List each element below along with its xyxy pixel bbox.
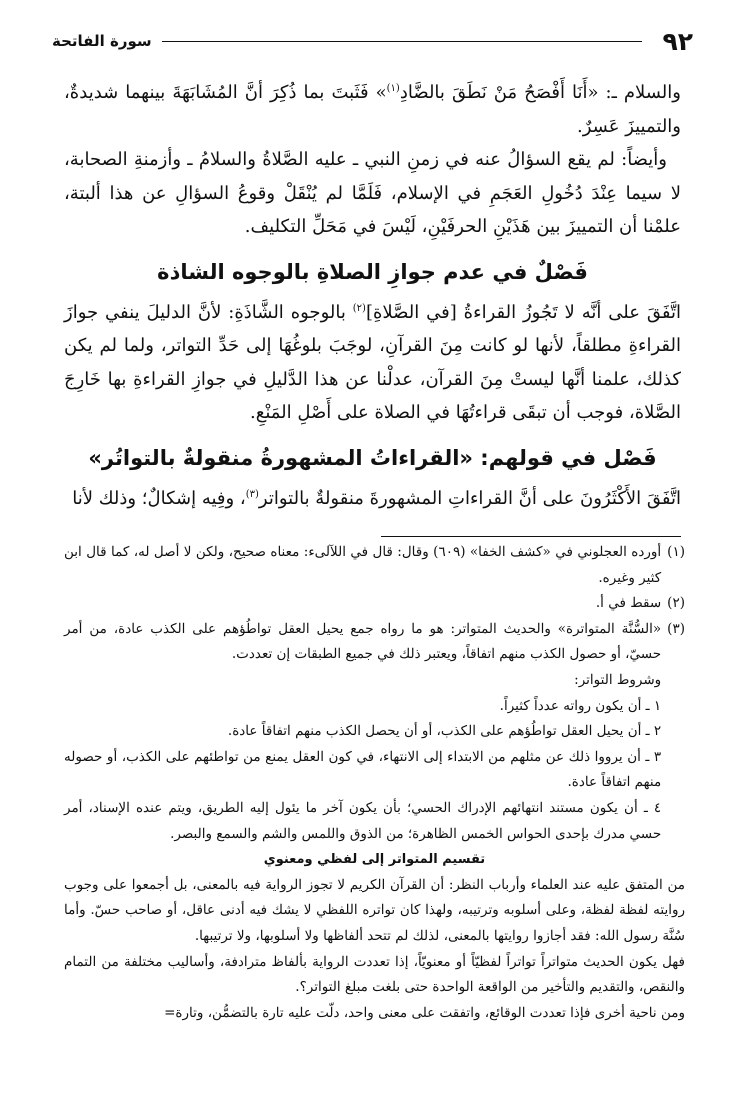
footnote-paragraph-2: فهل يكون الحديث متواتراً تواتراً لفظيّاً أو معنويّاً، إذا تعددت الرواية بألفاظ مترادفة، وأساليب مختلفة من التمام والنقص، والتقديم والتأخير من الواقعة الواحدة حتى بلغت مبلغ التواتر؟. [64, 953, 685, 996]
page-number: ٩٢ [662, 26, 693, 56]
footnotes [64, 540, 685, 1026]
footnote-separator [381, 536, 681, 537]
condition-4: ٤ ـ أن يكون مستند انتهائهم الإدراك الحسي؛ بأن يكون آخر ما يئول إليه الطريق، ويتم عنده الإسناد، أمر حسي مدرك بإحدى الحواس الخمس الظاهرة؛ من الذوق واللمس والشم والسمع والبصر. [64, 799, 662, 842]
condition-1: ١ ـ أن يكون رواته عدداً كثيراً. [499, 697, 662, 714]
footnote-definition: «السُّنَّة المتواترة» والحديث المتواتر: هو ما رواه جمع يحيل العقل تواطُؤهم على الكذب عادة، من أمر حسيّ، أو حصول الكذب منهم اتفاقاً، ويعتبر ذلك في جميع الطبقات إن تعددت. [64, 620, 662, 663]
paragraph-1: والسلام ـ: «أَنَا أَفْصَحُ مَنْ نَطَقَ بالضَّادِ$^{(١)}$» فَثَبتَ بما ذُكِرَ أنَّ المُشَابَهَةَ بينهما شديدةٌ، والتمييزَ عَسِرٌ. [64, 82, 681, 137]
condition-3: ٣ ـ أن يرووا ذلك عن مثلهم من الابتداء إلى الانتهاء، في كون العقل يمنع من تواطئهم على الكذب، أو حصوله منهم اتفاقاً عادة. [64, 748, 662, 791]
footnote-ref-2: (٢) [352, 302, 366, 314]
footnote-text: أورده العجلوني في «كشف الخفا» (٦٠٩) وقال: قال في اللآلىء: معناه صحيح، ولكن لا أصل له، كما قال ابن كثير وغيره. [64, 544, 662, 586]
footnote-ref-1: (١) [386, 83, 400, 94]
header-rule [162, 41, 643, 42]
section-heading-1: فَصْلٌ في عدم جوازِ الصلاةِ بالوجوه الشاذة [157, 259, 588, 284]
footnote-marker: (٢) [667, 595, 685, 612]
footnote-marker: (١) [667, 544, 685, 560]
footnote-paragraph-1: من المتفق عليه عند العلماء وأرباب النظر: أن القرآن الكريم لا تجوز الرواية فيه بالمعنى، بل أجمعوا على وجوب روايته لفظة لفظة، وعلى أسلوبه وترتيبه، ولهذا كان تواتره اللفظي لا يشك فيه أدنى عاقل، أو صاحب حسّ. وأما سُنَّة رسول الله: فقد أجازوا روايتها بالمعنى، لذلك لم تتحد ألفاظها ولا أسلوبها، ولا ترتيبها. [64, 876, 685, 944]
footnote-subheading: تقسيم المتواتر إلى لفظي ومعنوي [263, 852, 486, 868]
condition-2: ٢ ـ أن يحيل العقل تواطُؤهم على الكذب، أو أن يحصل الكذب منهم اتفاقاً عادة. [227, 723, 662, 740]
page-header [52, 24, 693, 58]
main-text [64, 76, 681, 515]
paragraph-4: اتَّفَقَ الأَكْثَرُونَ على أنَّ القراءاتِ المشهورةَ منقولةٌ بالتواتر$^{(٣)}$، وفِيه إشكالٌ؛ وذلك لأنا [72, 487, 681, 509]
footnote-text: سقط في أ. [595, 595, 662, 612]
footnote-1 [64, 540, 685, 591]
section-heading-2: فَصْل في قولهم: «القراءاتُ المشهورةُ منقولةٌ بالتواتُر» [88, 445, 657, 470]
paragraph-3: اتَّفَقَ على أنَّه لا تَجُوزُ القراءةُ [في الصَّلاةِ]$^{(٢)}$ بالوجوه الشَّاذَةِ: لأنَّ الدليلَ ينفي جوازَ القراءةِ مطلقاً، لأنها لو كانت مِنَ القرآنِ، لوجَبَ بلوغُهَا إلى حَدِّ التواتر، ولما لم يكن كذلك، علمنا أنَّها ليستْ مِنَ القرآن، عدلْنا عن هذا الدَّليلِ في جوازِ القراءةِ بها خَارِجَ الصَّلاة، فوجب أن تبقَى قراءتُهَا في الصلاة على أَصْلِ المَنْعِ. [64, 301, 681, 423]
paragraph-2: وأيضاً: لم يقع السؤالُ عنه في زمنِ النبي ـ عليه الصَّلاةُ والسلامُ ـ وأزمنةِ الصحابة، لا سيما عِنْدَ دُخُولِ العَجَمِ في الإسلام، فَلَمَّا لم يُنْقَلْ وقوعُ السؤالِ عن هذا ألبتة، علمْنا أن التمييزَ بين هَذَيْنِ الحرفَيْنِ، لَيْسَ في مَحَلِّ التكليف. [64, 149, 681, 237]
footnote-marker: (٣) [667, 620, 685, 637]
conditions-title: وشروط التواتر: [574, 671, 662, 688]
footnote-text [64, 617, 661, 847]
footnote-2 [64, 591, 685, 617]
surah-title: سورة الفاتحة [52, 32, 152, 50]
footnote-paragraph-3: ومن ناحية أخرى فإذا تعددت الوقائع، واتفقت على معنى واحد، دلّت عليه تارة بالتضمُّن، وتارة= [164, 1004, 685, 1021]
footnote-3 [64, 617, 685, 847]
footnote-ref-3: (٣) [245, 488, 259, 500]
